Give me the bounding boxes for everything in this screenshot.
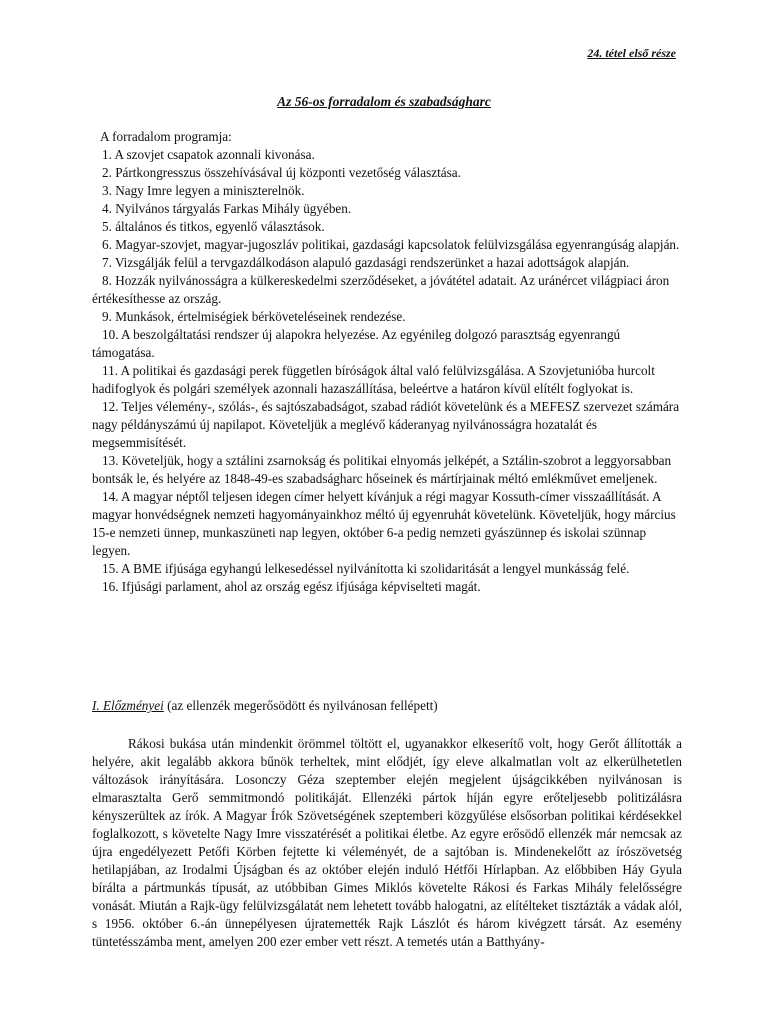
paragraph: Rákosi bukása után mindenkit örömmel töltött el, ugyanakkor elkeserítő volt, hogy Gerőt állították a helyére, akit legalább akkora bűnök terheltek, mint elődjét, így eleve alkalmatlan volt az elkerülhetetlen változások irányítására. Losonczy Géza szeptember elején megjelent újságcikkében nyilvánosan is elmarasztalta Gerő semmitmondó politikáját. Ellenzéki pártok híján egyre erőteljesebb politizálásra kényszerültek az írók. A Magyar Írók Szövetségének szeptemberi közgyűlése elsősorban politikai kérdésekkel foglalkozott, s követelte Nagy Imre visszatérését a politikai életbe. Az egyre erősödő ellenzék már nemcsak az újra engedélyezett Petőfi Körben fejtette ki véleményét, de a sajtóban is. Mindenekelőtt az írószövetség hetilapjában, az Irodalmi Újságban és az október elején induló Hétfői Hírlapban. Az előbbiben Háy Gyula bírálta a pártmunkás típusát, az utóbbiban Gimes Miklós követelte Rákosi és Farkas Mihály felelősségre vonását. Miután a Rajk-ügy felülvizsgálatát nem lehetett tovább halogatni, az elítélteket tisztázták a vádak alól, s 1956. október 6.-án ünnepélyesen újratemették Rajk Lászlót és három kivégzett társát. Az esemény tüntetésszámba ment, amelyen 200 ezer ember vett részt. A temetés után a Batthyány- (92, 736, 682, 949)
document-title: Az 56-os forradalom és szabadságharc (277, 94, 491, 109)
program-item: 5. általános és titkos, egyenlő választások. (102, 219, 325, 234)
program-heading: A forradalom programja: (100, 129, 232, 144)
program-item: 14. A magyar néptől teljesen idegen címer helyett kívánjuk a régi magyar Kossuth-címer visszaállítását. A magyar honvédségnek nemzeti hagyományainkhoz méltó új egyenruhát követelünk. Követeljük, hogy március 15-e nemzeti ünnep, munkaszüneti nap legyen, október 6-a pedig nemzeti gyászünnep és iskolai szünnap legyen. (92, 489, 676, 558)
program-list (92, 128, 680, 596)
program-item: 4. Nyilvános tárgyalás Farkas Mihály ügyében. (102, 201, 352, 216)
program-item: 2. Pártkongresszus összehívásával új központi vezetőség választása. (102, 165, 461, 180)
program-item: 1. A szovjet csapatok azonnali kivonása. (102, 147, 315, 162)
program-item: 3. Nagy Imre legyen a miniszterelnök. (102, 183, 305, 198)
program-item: 11. A politikai és gazdasági perek független bíróságok által való felülvizsgálása. A Szovjetunióba hurcolt hadifoglyok és polgári személyek azonnali hazaszállítása, beleértve a határon kívül elítélt foglyokat is. (92, 363, 655, 396)
program-item: 7. Vizsgálják felül a tervgazdálkodáson alapuló gazdasági rendszerünket a hazai adottságok alapján. (102, 255, 630, 270)
program-item: 15. A BME ifjúsága egyhangú lelkesedéssel nyilvánította ki szolidaritását a lengyel munkásság felé. (102, 561, 630, 576)
program-item: 16. Ifjúsági parlament, ahol az ország egész ifjúsága képviselteti magát. (102, 579, 481, 594)
program-item: 10. A beszolgáltatási rendszer új alapokra helyezése. Az egyénileg dolgozó parasztság egyenrangú támogatása. (92, 327, 621, 360)
program-item: 9. Munkások, értelmiségiek bérköveteléseinek rendezése. (102, 309, 406, 324)
program-item: 8. Hozzák nyilvánosságra a külkereskedelmi szerződéseket, a jóvátétel adatait. Az uránércet világpiaci áron értékesíthesse az ország. (92, 273, 670, 306)
header-label: 24. tétel első része (587, 46, 676, 60)
program-item: 12. Teljes vélemény-, szólás-, és sajtószabadságot, szabad rádiót követelünk és a MEFESZ szervezet számára nagy példányszámú új napilapot. Követeljük a meglévő káderanyag nyilvánosságra hozatalát és megsemmisítését. (92, 399, 680, 450)
program-item: 6. Magyar-szovjet, magyar-jugoszláv politikai, gazdasági kapcsolatok felülvizsgálása egyenrangúság alapján. (102, 237, 680, 252)
body-text (92, 735, 682, 951)
program-item: 13. Követeljük, hogy a sztálini zsarnokság és politikai elnyomás jelképét, a Sztálin-szobrot a leggyorsabban bontsák le, és helyére az 1848-49-es szabadságharc hőseinek és mártírjainak méltó emlékművet emeljenek. (92, 453, 672, 486)
section-heading (92, 697, 692, 715)
section-note: (az ellenzék megerősödött és nyilvánosan fellépett) (167, 698, 438, 713)
section-number: I. Előzményei (92, 698, 164, 713)
